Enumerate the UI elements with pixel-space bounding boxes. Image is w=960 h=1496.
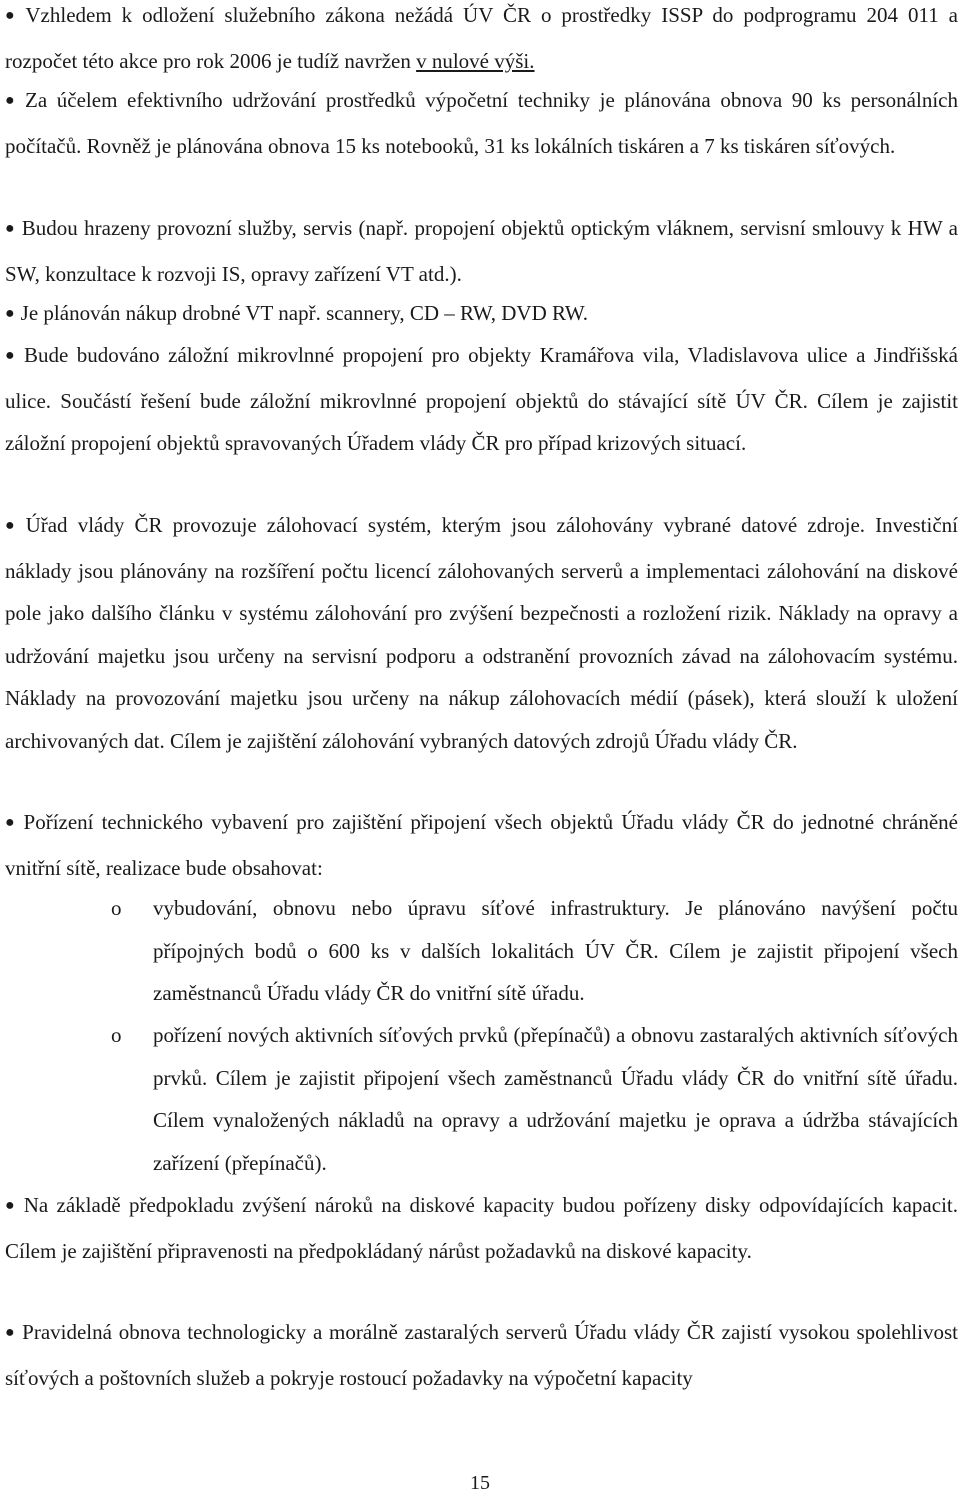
paragraph-text: Pravidelná obnova technologicky a morálně zastaralých serverů Úřadu vlády ČR zajistí vysokou spolehlivost síťových a poštovních služeb a pokryje rostoucí požadavky na výpočetní kapacity	[5, 1320, 958, 1390]
page-number: 15	[470, 1472, 490, 1494]
paragraph-text: Pořízení technického vybavení pro zajištění připojení všech objektů Úřadu vlády ČR do jednotné chráněné vnitřní sítě, realizace bude obsahovat:	[5, 810, 958, 880]
paragraph-text: Vzhledem k odložení služebního zákona nežádá ÚV ČR o prostředky ISSP do podprogramu 204 011 a rozpočet této akce pro rok 2006 je tudíž navržen	[5, 3, 958, 73]
paragraph-small-vt	[5, 292, 958, 338]
paragraph-text: Bude budováno záložní mikrovlnné propojení pro objekty Kramářova vila, Vladislavova ulice a Jindřišská ulice. Součástí řešení bude záložní mikrovlnné propojení objektů do stávající sítě ÚV ČR. Cílem je zajistit záložní propojení objektů spravovaných Úřadem vlády ČR pro případ krizových situací.	[5, 343, 958, 455]
paragraph-disks	[5, 1184, 958, 1272]
underlined-text: v nulové výši.	[416, 48, 535, 73]
paragraph-network-equipment	[5, 801, 958, 889]
subitem-active-elements	[111, 1014, 958, 1184]
paragraph-issp	[5, 0, 958, 82]
bullet-icon: ●	[5, 1197, 18, 1214]
subitem-text: vybudování, obnovu nebo úpravu síťové infrastruktury. Je plánováno navýšení počtu přípojných bodů o 600 ks v dalších lokalitách ÚV ČR. Cílem je zajistit připojení všech zaměstnanců Úřadu vlády ČR do vnitřní sítě úřadu.	[153, 896, 958, 1005]
bullet-icon: ●	[5, 517, 20, 534]
paragraph-servers	[5, 1311, 958, 1399]
paragraph-text: Za účelem efektivního udržování prostředků výpočetní techniky je plánována obnova 90 ks personálních počítačů. Rovněž je plánována obnova 15 ks notebooků, 31 ks lokálních tiskáren a 7 ks tiskáren síťových.	[5, 88, 958, 158]
bullet-icon: ●	[5, 220, 16, 237]
subitem-text: pořízení nových aktivních síťových prvků (přepínačů) a obnovu zastaralých aktivních síťových prvků. Cílem je zajistit připojení všech zaměstnanců Úřadu vlády ČR do vnitřní sítě úřadu. Cílem vynaložených nákladů na opravy a udržování majetku je oprava a údržba stávajících zařízení (přepínačů).	[153, 1023, 958, 1175]
bullet-icon: ●	[5, 305, 15, 322]
paragraph-pc-renewal	[5, 79, 958, 167]
paragraph-text: Na základě předpokladu zvýšení nároků na diskové kapacity budou pořízeny disky odpovídajících kapacit. Cílem je zajištění připravenosti na předpokládaný nárůst požadavků na diskové kapacity.	[5, 1193, 958, 1263]
paragraph-text: Budou hrazeny provozní služby, servis (např. propojení objektů optickým vláknem, servisní smlouvy k HW a SW, konzultace k rozvoji IS, opravy zařízení VT atd.).	[5, 216, 958, 286]
circle-marker-icon: o	[111, 1023, 122, 1047]
bullet-icon: ●	[5, 347, 18, 364]
bullet-icon: ●	[5, 1324, 17, 1341]
paragraph-text: Úřad vlády ČR provozuje zálohovací systém, kterým jsou zálohovány vybrané datové zdroje. Investiční náklady jsou plánovány na rozšíření počtu licencí zálohovaných serverů a implementaci zálohování na diskové pole jako dalšího článku v systému zálohování pro zvýšení bezpečnosti a rozložení rizik. Náklady na opravy a udržování majetku jsou určeny na servisní podporu a odstranění provozních závad na zálohovacím systému. Náklady na provozování majetku jsou určeny na nákup zálohovacích médií (pásek), která slouží k uložení archivovaných dat. Cílem je zajištění zálohování vybraných datových zdrojů Úřadu vlády ČR.	[5, 513, 958, 753]
paragraph-microwave	[5, 334, 958, 465]
paragraph-text: Je plánován nákup drobné VT např. scannery, CD – RW, DVD RW.	[20, 301, 588, 325]
bullet-icon: ●	[5, 7, 20, 24]
bullet-icon: ●	[5, 92, 20, 109]
paragraph-backup	[5, 504, 958, 762]
paragraph-services	[5, 207, 958, 295]
bullet-icon: ●	[5, 814, 18, 831]
subitem-infrastructure	[111, 887, 958, 1015]
circle-marker-icon: o	[111, 896, 122, 920]
